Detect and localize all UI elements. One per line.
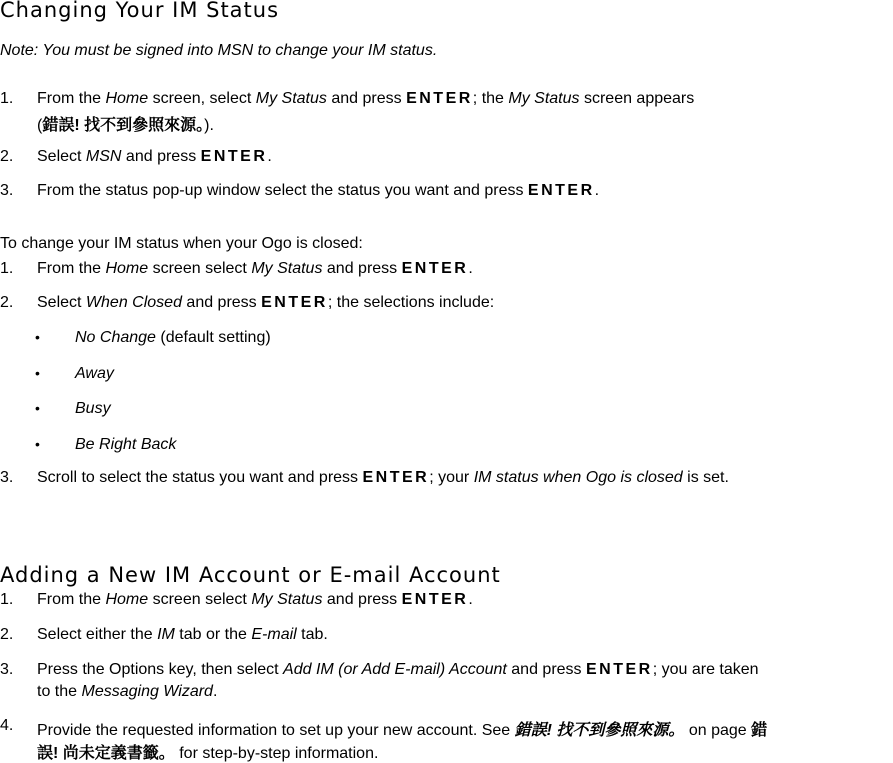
step-text-continued: (錯誤! 找不到參照來源。). bbox=[37, 117, 214, 134]
step-text-continued: 誤! 尚未定義書籤。 for step-by-step information. bbox=[37, 745, 379, 762]
step-text: Select When Closed and press ENTER; the selections include: bbox=[37, 294, 495, 311]
enter-key-label: ENTER bbox=[401, 591, 469, 608]
step-number: 3. bbox=[0, 182, 14, 199]
note-text: Note: You must be signed into MSN to change your IM status. bbox=[0, 42, 438, 59]
list-item bbox=[0, 90, 893, 112]
step-number: 1. bbox=[0, 260, 14, 277]
bullet-item bbox=[0, 436, 893, 458]
enter-key-label: ENTER bbox=[527, 182, 595, 199]
bullet-text: Busy bbox=[75, 400, 111, 417]
step-number: 2. bbox=[0, 148, 14, 165]
step-number: 1. bbox=[0, 591, 14, 608]
error-reference: 錯 bbox=[751, 722, 768, 739]
intro-text: To change your IM status when your Ogo is closed: bbox=[0, 235, 363, 252]
step-text: From the status pop-up window select the status you want and press ENTER. bbox=[37, 182, 600, 199]
error-reference: 錯誤! 找不到參照來源。 bbox=[42, 117, 205, 134]
bullet-item bbox=[0, 329, 893, 351]
bullet-icon: • bbox=[35, 365, 40, 381]
enter-key-label: ENTER bbox=[585, 661, 653, 678]
step-text: From the Home screen select My Status and press ENTER. bbox=[37, 591, 473, 608]
enter-key-label: ENTER bbox=[362, 469, 430, 486]
step-text: Scroll to select the status you want and press ENTER; your IM status when Ogo is closed is set. bbox=[37, 469, 729, 486]
error-reference: 誤! 尚未定義書籤。 bbox=[37, 745, 175, 762]
bullet-item bbox=[0, 365, 893, 387]
list-item bbox=[0, 148, 893, 170]
list-item bbox=[0, 661, 893, 683]
bullet-icon: • bbox=[35, 329, 40, 345]
enter-key-label: ENTER bbox=[406, 90, 473, 107]
step-number: 3. bbox=[0, 661, 14, 678]
step-number: 2. bbox=[0, 294, 14, 311]
step-text: Select either the IM tab or the E-mail tab. bbox=[37, 626, 328, 643]
step-text: Press the Options key, then select Add IM (or Add E-mail) Account and press ENTER; you are taken bbox=[37, 661, 759, 678]
list-item bbox=[0, 260, 893, 282]
section-heading-changing-status: Changing Your IM Status bbox=[0, 0, 280, 22]
enter-key-label: ENTER bbox=[261, 294, 328, 311]
step-number: 1. bbox=[0, 90, 14, 107]
bullet-icon: • bbox=[35, 436, 40, 452]
list-item bbox=[0, 591, 893, 613]
step-text: Provide the requested information to set up your new account. See 錯誤! 找不到參照來源。 on page 錯 bbox=[37, 722, 768, 739]
list-item bbox=[0, 294, 893, 316]
step-text: Select MSN and press ENTER. bbox=[37, 148, 272, 165]
enter-key-label: ENTER bbox=[401, 260, 469, 277]
bullet-item bbox=[0, 400, 893, 422]
error-reference: 錯誤! 找不到參照來源。 bbox=[514, 722, 685, 739]
step-number: 2. bbox=[0, 626, 14, 643]
step-text: From the Home screen, select My Status and press ENTER; the My Status screen appears bbox=[37, 90, 695, 107]
enter-key-label: ENTER bbox=[200, 148, 268, 165]
section-heading-adding-account: Adding a New IM Account or E-mail Account bbox=[0, 563, 501, 587]
list-item bbox=[0, 717, 893, 739]
bullet-text: Be Right Back bbox=[75, 436, 177, 453]
step-text: From the Home screen select My Status and press ENTER. bbox=[37, 260, 473, 277]
list-item bbox=[0, 626, 893, 648]
step-number: 4. bbox=[0, 717, 14, 734]
bullet-icon: • bbox=[35, 400, 40, 416]
bullet-text: No Change (default setting) bbox=[75, 329, 271, 346]
step-text-continued: to the Messaging Wizard. bbox=[37, 683, 218, 700]
bullet-text: Away bbox=[75, 365, 114, 382]
list-item bbox=[0, 469, 893, 491]
step-number: 3. bbox=[0, 469, 14, 486]
list-item bbox=[0, 182, 893, 204]
